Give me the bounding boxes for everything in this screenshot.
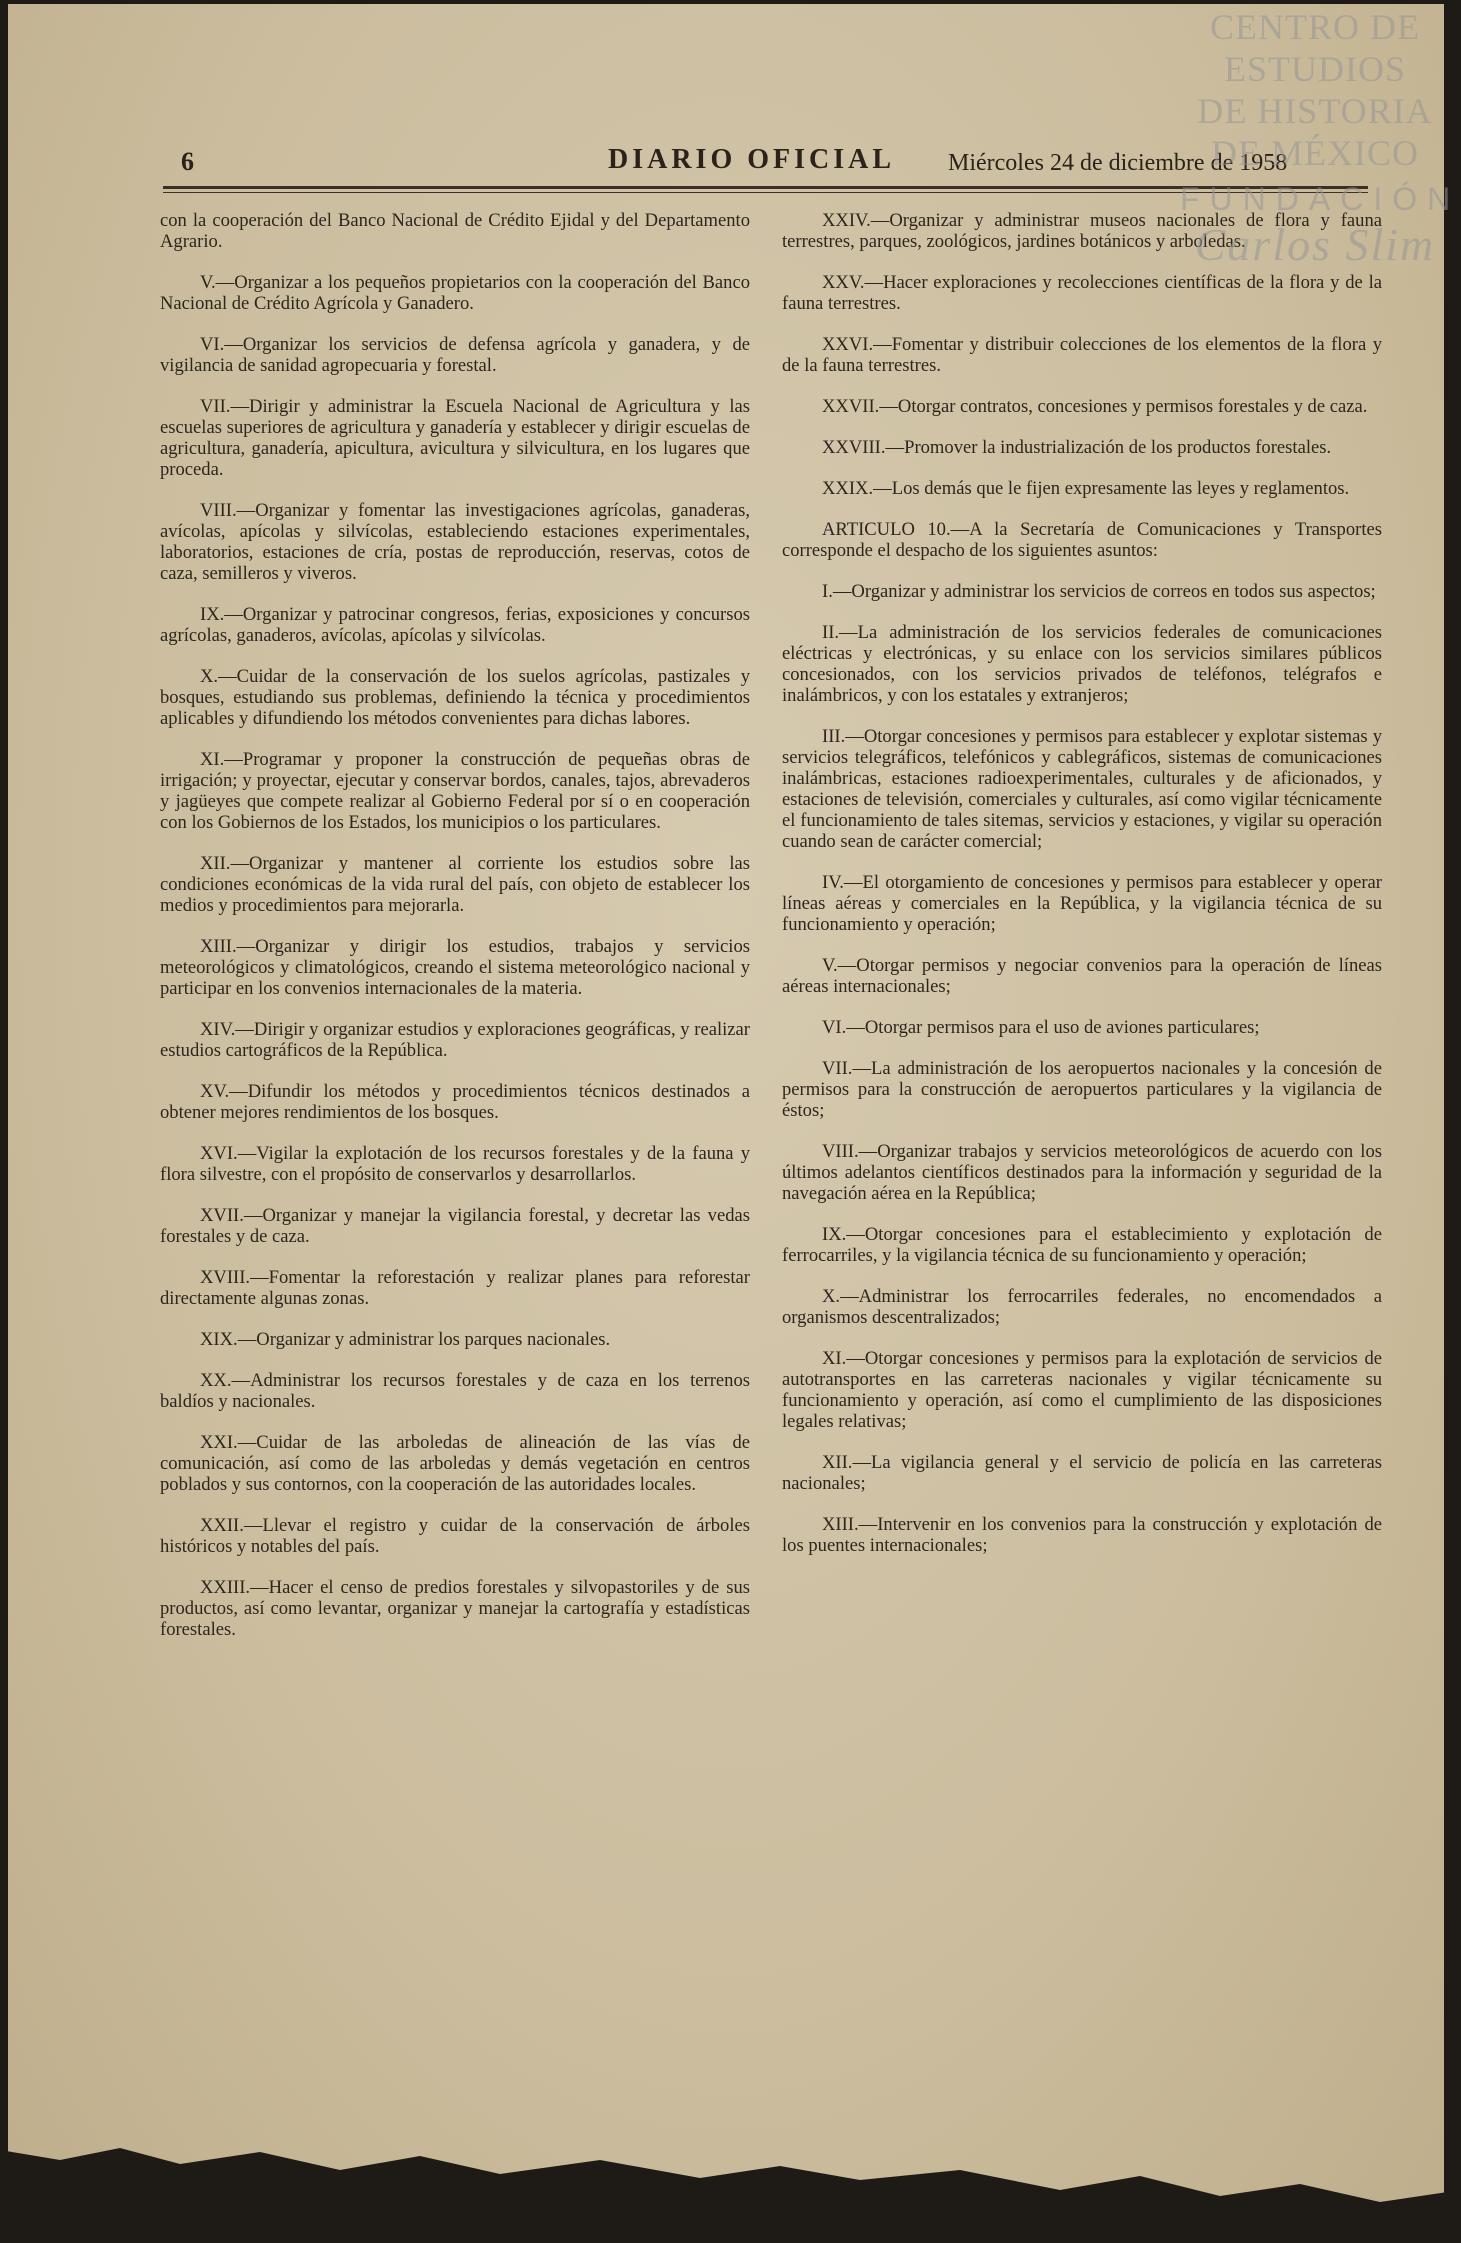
paragraph: XXII.—Llevar el registro y cuidar de la conservación de árboles históricos y notables del país. (160, 1515, 750, 1557)
paragraph: XIII.—Organizar y dirigir los estudios, trabajos y servicios meteorológicos y climatológicos, creando el sistema meteorológico nacional y participar en los convenios internacionales de la materia. (160, 936, 750, 999)
paragraph: XVI.—Vigilar la explotación de los recursos forestales y de la fauna y flora silvestre, con el propósito de conservarlos y desarrollarlos. (160, 1143, 750, 1185)
left-column (160, 210, 750, 1660)
paragraph: VIII.—Organizar y fomentar las investigaciones agrícolas, ganaderas, avícolas, apícolas y silvícolas, estableciendo estaciones experimentales, laboratorios, estaciones de cría, postas de reproducción, reservas, cotos de caza, semilleros y viveros. (160, 500, 750, 584)
paragraph: IX.—Otorgar concesiones para el establecimiento y explotación de ferrocarriles, y la vigilancia técnica de su funcionamiento y operación; (782, 1224, 1382, 1266)
paragraph: XII.—Organizar y mantener al corriente los estudios sobre las condiciones económicas de la vida rural del país, con objeto de establecer los medios y procedimientos para mejorarla. (160, 853, 750, 916)
paragraph: V.—Organizar a los pequeños propietarios con la cooperación del Banco Nacional de Crédito Agrícola y Ganadero. (160, 272, 750, 314)
paragraph: IX.—Organizar y patrocinar congresos, ferias, exposiciones y concursos agrícolas, ganaderos, avícolas, apícolas y silvícolas. (160, 604, 750, 646)
paragraph: VII.—Dirigir y administrar la Escuela Nacional de Agricultura y las escuelas superiores de agricultura y ganadería y establecer y dirigir escuelas de agricultura, ganadería, apicultura, avicultura y silvicultura, en los lugares que proceda. (160, 396, 750, 480)
paragraph: XXIII.—Hacer el censo de predios forestales y silvopastoriles y de sus productos, así como levantar, organizar y manejar la cartografía y estadísticas forestales. (160, 1577, 750, 1640)
paragraph: XXV.—Hacer exploraciones y recolecciones científicas de la flora y de la fauna terrestres. (782, 272, 1382, 314)
masthead-title: DIARIO OFICIAL (608, 144, 896, 175)
paragraph: II.—La administración de los servicios federales de comunicaciones eléctricas y electrónicas, y su enlace con los servicios similares públicos concesionados, con los servicios privados de teléfonos, telégrafos e inalámbricos, y con los estatales y extranjeros; (782, 622, 1382, 706)
paragraph: VI.—Organizar los servicios de defensa agrícola y ganadera, y de vigilancia de sanidad agropecuaria y forestal. (160, 334, 750, 376)
paragraph: XXVII.—Otorgar contratos, concesiones y permisos forestales y de caza. (822, 396, 1368, 417)
paragraph: XX.—Administrar los recursos forestales y de caza en los terrenos baldíos y nacionales. (160, 1370, 750, 1412)
article-heading-paragraph: ARTICULO 10.—A la Secretaría de Comunicaciones y Transportes corresponde el despacho de los siguientes asuntos: (782, 519, 1382, 561)
paragraph: IV.—El otorgamiento de concesiones y permisos para establecer y operar líneas aéreas y comerciales en la República, y la vigilancia técnica de su funcionamiento y operación; (782, 872, 1382, 935)
paragraph: X.—Administrar los ferrocarriles federales, no encomendados a organismos descentralizados; (782, 1286, 1382, 1328)
paragraph: XIX.—Organizar y administrar los parques nacionales. (200, 1329, 611, 1350)
paragraph: XIII.—Intervenir en los convenios para la construcción y explotación de los puentes internacionales; (782, 1514, 1382, 1556)
paragraph: VII.—La administración de los aeropuertos nacionales y la concesión de permisos para la construcción de aeropuertos particulares y la vigilancia de éstos; (782, 1058, 1382, 1121)
archive-watermark (1180, 6, 1461, 270)
watermark-line: DE MÉXICO (1211, 133, 1419, 173)
paragraph: XXVI.—Fomentar y distribuir colecciones de los elementos de la flora y de la fauna terrestres. (782, 334, 1382, 376)
paragraph: con la cooperación del Banco Nacional de Crédito Ejidal y del Departamento Agrario. (160, 210, 750, 252)
watermark-line: CENTRO DE (1210, 7, 1420, 47)
torn-bottom-edge (0, 2130, 1461, 2243)
paragraph: V.—Otorgar permisos y negociar convenios para la operación de líneas aéreas internacionales; (782, 955, 1382, 997)
newspaper-page (8, 4, 1444, 2214)
paragraph: XI.—Otorgar concesiones y permisos para la explotación de servicios de autotransportes en las carreteras nacionales y vigilar técnicamente su funcionamiento y operación, así como el cumplimiento de las disposiciones legales relativas; (782, 1348, 1382, 1432)
paragraph: XVIII.—Fomentar la reforestación y realizar planes para reforestar directamente algunas zonas. (160, 1267, 750, 1309)
watermark-signature: Carlos Slim (1194, 219, 1436, 270)
paragraph: VI.—Otorgar permisos para el uso de aviones particulares; (822, 1017, 1260, 1038)
paragraph: XXVIII.—Promover la industrialización de los productos forestales. (822, 437, 1332, 458)
paragraph: XIV.—Dirigir y organizar estudios y exploraciones geográficas, y realizar estudios cartográficos de la República. (160, 1019, 750, 1061)
paragraph: I.—Organizar y administrar los servicios de correos en todos sus aspectos; (822, 581, 1376, 602)
paragraph: XXIV.—Organizar y administrar museos nacionales de flora y fauna terrestres, parques, zoológicos, jardines botánicos y arboledas. (782, 210, 1382, 252)
right-column (782, 210, 1382, 1576)
watermark-line: FUNDACIÓN (1180, 181, 1461, 217)
paragraph: III.—Otorgar concesiones y permisos para establecer y explotar sistemas y servicios telegráficos, telefónicos y cablegráficos, sistemas de comunicaciones inalámbricas, estaciones radioexperimentales, culturales y de aficionados, y estaciones de televisión, comerciales y culturales, así como vigilar técnicamente el funcionamiento de tales sitemas, servicios y estaciones, y vigilar su operación cuando sean de carácter comercial; (782, 726, 1382, 852)
watermark-line: DE HISTORIA (1197, 91, 1433, 131)
paragraph: XV.—Difundir los métodos y procedimientos técnicos destinados a obtener mejores rendimientos de los bosques. (160, 1081, 750, 1123)
paragraph: XII.—La vigilancia general y el servicio de policía en las carreteras nacionales; (782, 1452, 1382, 1494)
paragraph: VIII.—Organizar trabajos y servicios meteorológicos de acuerdo con los últimos adelantos científicos destinados para la información y seguridad de la navegación aérea en la República; (782, 1141, 1382, 1204)
issue-date: Miércoles 24 de diciembre de 1958 (948, 150, 1288, 176)
paragraph: XVII.—Organizar y manejar la vigilancia forestal, y decretar las vedas forestales y de caza. (160, 1205, 750, 1247)
paragraph: X.—Cuidar de la conservación de los suelos agrícolas, pastizales y bosques, estudiando sus problemas, definiendo la técnica y procedimientos aplicables y difundiendo los métodos convenientes para dichas labores. (160, 666, 750, 729)
paragraph: XXI.—Cuidar de las arboledas de alineación de las vías de comunicación, así como de las arboledas y demás vegetación en centros poblados y sus contornos, con la cooperación de las autoridades locales. (160, 1432, 750, 1495)
page-number: 6 (181, 147, 194, 176)
paragraph: XI.—Programar y proponer la construcción de pequeñas obras de irrigación; y proyectar, ejecutar y conservar bordos, canales, tajos, abrevaderos y jagüeyes que compete realizar al Gobierno Federal por sí o en cooperación con los Gobiernos de los Estados, los municipios o los particulares. (160, 749, 750, 833)
paragraph: XXIX.—Los demás que le fijen expresamente las leyes y reglamentos. (822, 478, 1350, 499)
watermark-line: ESTUDIOS (1223, 49, 1406, 89)
